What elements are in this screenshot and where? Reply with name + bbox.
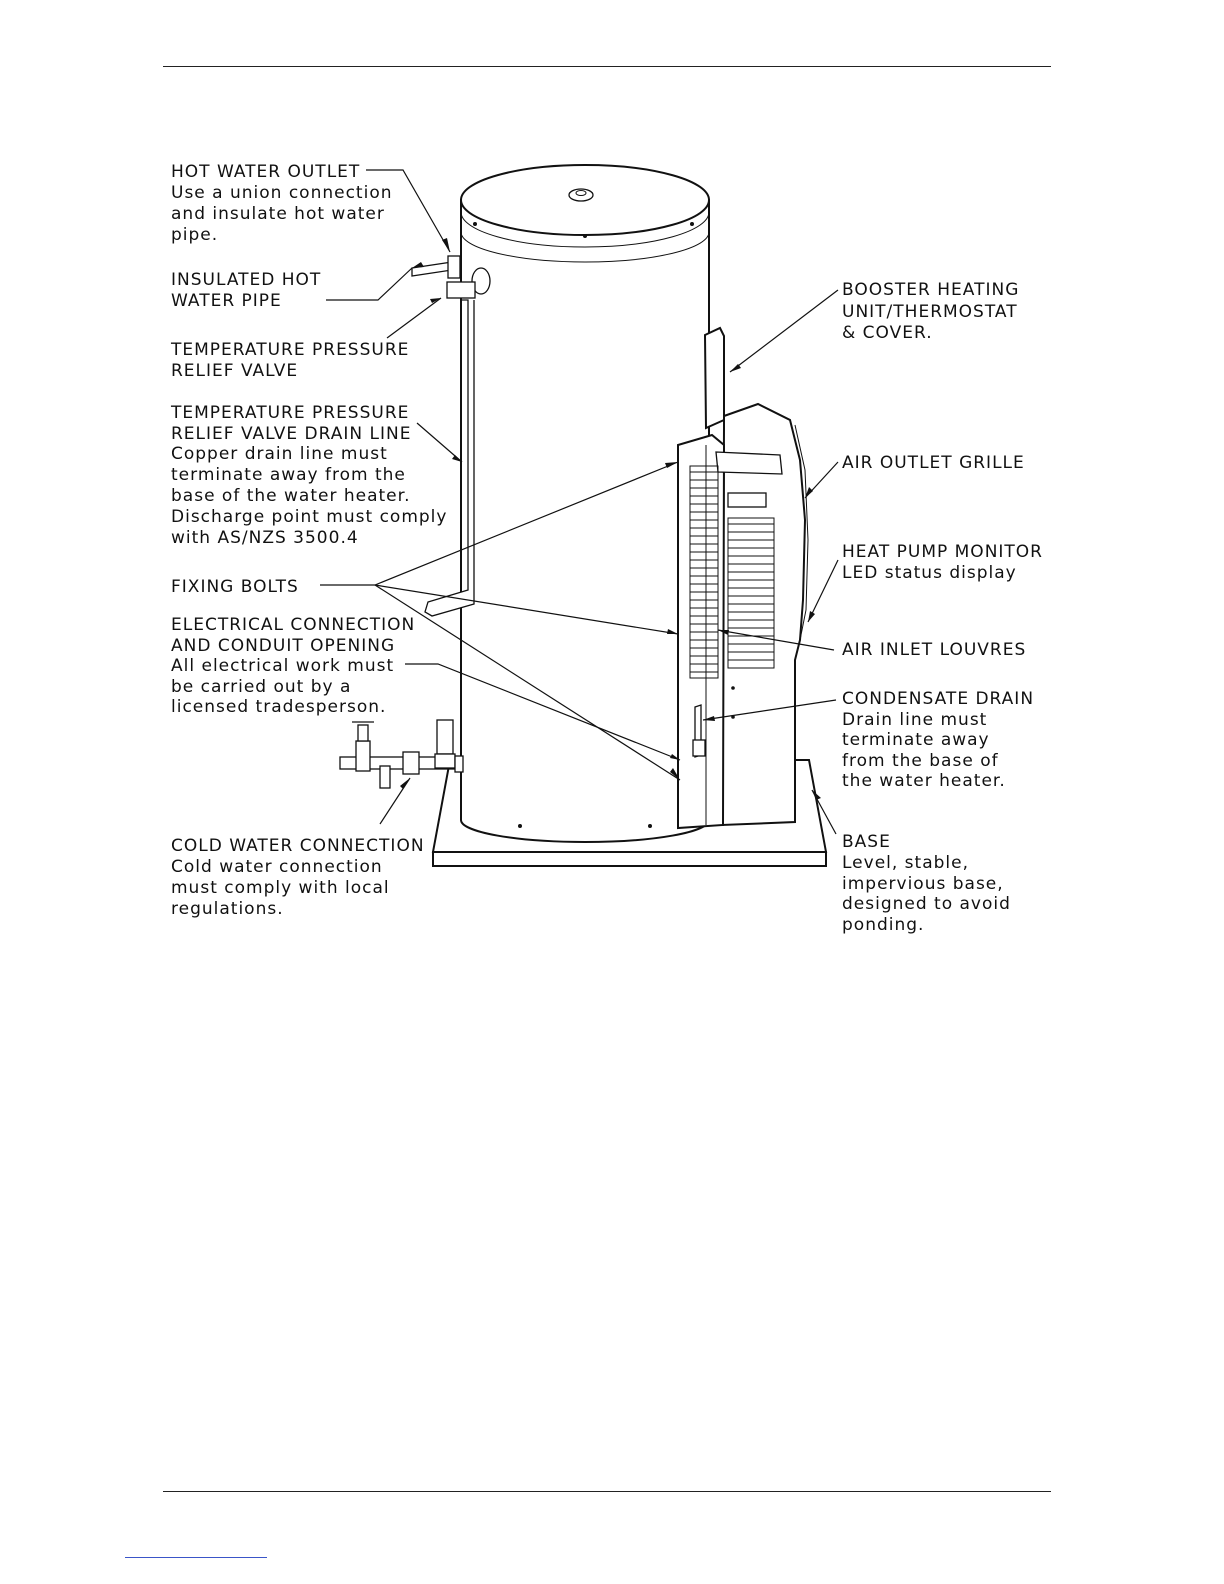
label-air-outlet-grille: AIR OUTLET GRILLE <box>842 453 1025 473</box>
label-air-inlet-louvres: AIR INLET LOUVRES <box>842 640 1027 660</box>
cold-water-valve-assembly <box>340 720 463 788</box>
label-hot-water-outlet: HOT WATER OUTLET Use a union connection and insulate hot water pipe. <box>171 162 393 245</box>
label-insulated-hot-water-pipe: INSULATED HOT WATER PIPE <box>171 270 322 311</box>
label-tpr-valve: TEMPERATURE PRESSURE RELIEF VALVE <box>171 340 410 381</box>
label-condensate-drain: CONDENSATE DRAIN Drain line must terminate away from the base of the water heater. <box>842 689 1035 791</box>
booster-cover <box>705 328 724 428</box>
label-fixing-bolts: FIXING BOLTS <box>171 577 299 597</box>
label-electrical-connection: ELECTRICAL CONNECTION AND CONDUIT OPENING All electrical work must be carried out by a licensed tradesperson. <box>171 615 416 717</box>
label-tpr-drain-line: TEMPERATURE PRESSURE RELIEF VALVE DRAIN LINE Copper drain line must terminate away from the base of the water heater. Discharge point must comply with AS/NZS 3500.4 <box>171 403 448 548</box>
label-cold-water-connection: COLD WATER CONNECTION Cold water connection must comply with local regulations. <box>171 836 425 919</box>
cylinder-tank <box>461 165 709 842</box>
label-booster-heating: BOOSTER HEATING UNIT/THERMOSTAT & COVER. <box>842 280 1020 343</box>
label-heat-pump-monitor: HEAT PUMP MONITOR LED status display <box>842 542 1043 583</box>
label-base: BASE Level, stable, impervious base, designed to avoid ponding. <box>842 832 1011 935</box>
